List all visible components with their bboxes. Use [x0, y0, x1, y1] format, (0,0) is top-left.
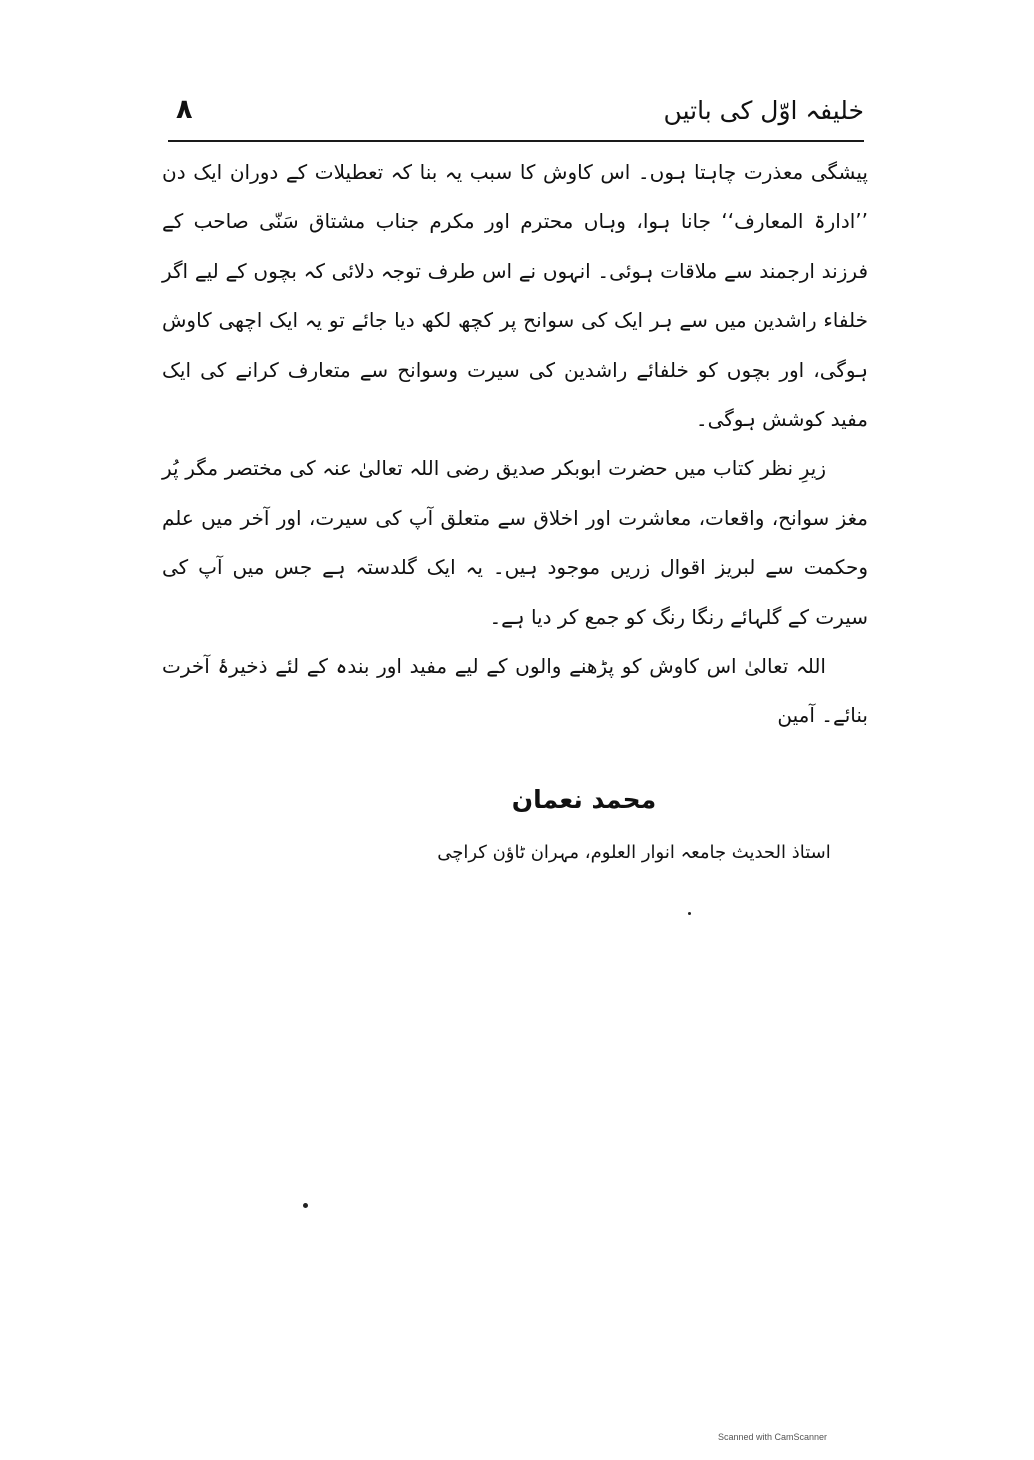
- paragraph-intro: پیشگی معذرت چاہتا ہوں۔ اس کاوش کا سبب یہ بنا کہ تعطیلات کے دوران ایک دن ’’ادارۃ المعارف‘‘ جانا ہوا، وہاں محترم اور مکرم جناب مشتاق سَنّی صاحب کے فرزند ارجمند سے ملاقات ہوئی۔ انہوں نے اس طرف توجہ دلائی کہ بچوں کے لیے اگر خلفاء راشدین میں سے ہر ایک کی سوانح پر کچھ لکھ دیا جائے تو یہ ایک اچھی کاوش ہوگی، اور بچوں کو خلفائے راشدین کی سیرت وسوانح سے متعارف کرانے کی ایک مفید کوشش ہوگی۔: [162, 160, 868, 432]
- author-affiliation: استاذ الحدیث جامعہ انوار العلوم، مہران ٹاؤن کراچی: [437, 842, 831, 863]
- paragraph-prayer: اللہ تعالیٰ اس کاوش کو پڑھنے والوں کے لیے مفید اور بندہ کے لئے ذخیرۂ آخرت بنائے۔ آمین: [162, 654, 868, 728]
- page-number: ۸: [176, 94, 193, 125]
- paragraph-book-contents: زیرِ نظر کتاب میں حضرت ابوبکر صدیق رضی اللہ تعالیٰ عنہ کی مختصر مگر پُر مغز سوانح، واقعات، معاشرت اور اخلاق سے متعلق آپ کی سیرت، اور آخر میں علم وحکمت سے لبریز اقوال زریں موجود ہیں۔ یہ ایک گلدستہ ہے جس میں آپ کی سیرت کے گلہائے رنگا رنگ کو جمع کر دیا ہے۔: [162, 456, 868, 629]
- scanner-watermark: Scanned with CamScanner: [718, 1432, 828, 1442]
- author-signature: محمد نعمان: [511, 785, 657, 814]
- scan-speck: [688, 912, 691, 915]
- scan-speck: [303, 1203, 308, 1208]
- body-text: [162, 148, 868, 741]
- page-header: [168, 92, 864, 142]
- running-title: خلیفہ اوّل کی باتیں: [663, 96, 864, 125]
